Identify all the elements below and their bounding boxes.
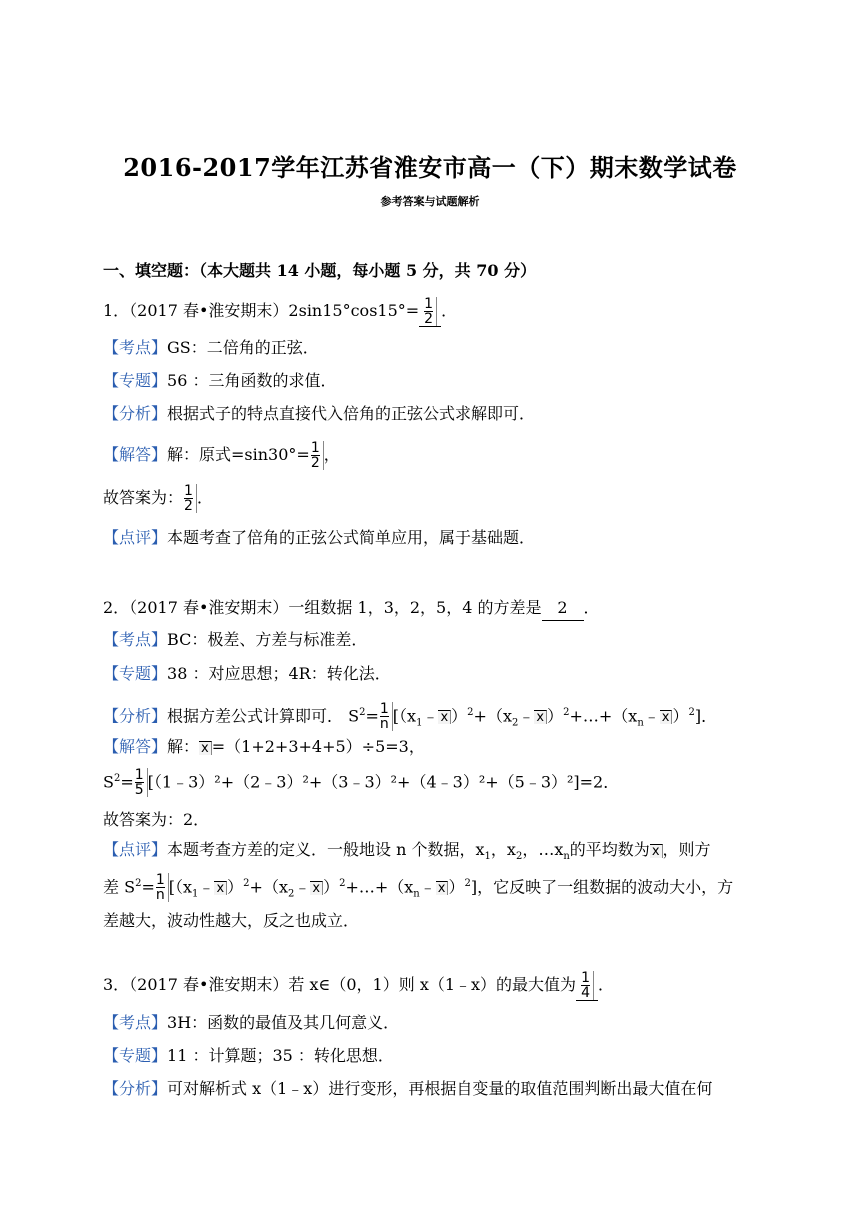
q3-fenxi: 【分析】可对解析式 x（1﹣x）进行变形，再根据自变量的取值范围判断出最大值在何 — [103, 1079, 713, 1098]
q2-jieda: 【解答】解： x =（1+2+3+4+5）÷5=3， — [103, 737, 425, 756]
q2-dianping-line3: 差越大，波动性越大，反之也成立． — [103, 911, 360, 930]
jieda-tag: 【解答】 — [103, 445, 168, 464]
q3-stem: 3．（2017 春•淮安期末）若 x∈（0，1）则 x（1﹣x）的最大值为 $\frac{1}{4}$ ． — [103, 970, 614, 1001]
q2-fenxi: 【分析】根据方差公式计算即可． $S^2=$ $\frac{1}{n}$ [（$x_1﹣$ x ）$^2+(x_2﹣$ x ）$^2+\dots+(x_n﹣$ x ）$^2$]． — [103, 701, 718, 733]
dianping-tag: 【点评】 — [103, 528, 168, 547]
kaodian-tag: 【考点】 — [103, 338, 168, 357]
q1-final: 故答案为： $\frac{1}{2}$ ． — [103, 483, 213, 514]
q3-kaodian: 【考点】3H：函数的最值及其几何意义． — [103, 1013, 400, 1032]
q2-final: 故答案为：2． — [103, 810, 210, 829]
q3-answer-blank: $\frac{1}{4}$ — [576, 971, 598, 1001]
page-subtitle: 参考答案与试题解析 — [380, 195, 480, 208]
section-heading: 一、填空题：（本大题共 14 小题，每小题 5 分，共 70 分） — [103, 261, 537, 280]
page-title: 2016-2017学年江苏省淮安市高一（下）期末数学试卷 — [123, 153, 737, 182]
fenxi-tag: 【分析】 — [103, 404, 168, 423]
q2-kaodian: 【考点】BC：极差、方差与标准差． — [103, 630, 368, 649]
q1-kaodian: 【考点】GS：二倍角的正弦． — [103, 338, 319, 357]
q2-stem: 2．（2017 春•淮安期末）一组数据 1，3，2，5，4 的方差是 2 ． — [103, 596, 600, 621]
q1-fenxi: 【分析】根据式子的特点直接代入倍角的正弦公式求解即可． — [103, 404, 536, 423]
q1-zhuanti: 【专题】56 ：三角函数的求值． — [103, 371, 337, 390]
q2-zhuanti: 【专题】38 ：对应思想；4R：转化法． — [103, 664, 391, 683]
zhuanti-tag: 【专题】 — [103, 371, 168, 390]
q1-jieda: 【解答】解：原式=sin30°= $\frac{1}{2}$ ， — [103, 440, 340, 471]
q2-dianping: 【点评】本题考查方差的定义．一般地设 n 个数据，$x_1$，$x_2$，$\dots x_n$的平均数为 x ，则方 — [103, 840, 711, 863]
q2-answer-blank: 2 — [542, 596, 584, 621]
q1-stem: 1．（2017 春•淮安期末）2sin15°cos15°= $\frac{1}{2}$ ． — [103, 296, 458, 327]
q1-answer-blank: $\frac{1}{2}$ — [419, 297, 441, 327]
q2-variance: $S^2=$ $\frac{1}{5}$ [（1﹣3）²+（2﹣3）²+（3﹣3）²+（4﹣3）²+（5﹣3）²]=2． — [103, 767, 620, 799]
q1-dianping: 【点评】本题考查了倍角的正弦公式简单应用，属于基础题． — [103, 528, 536, 547]
q2-dianping-line2: 差 $S^2=$ $\frac{1}{n}$ [（$x_1﹣$ x ）$^2+(x_2﹣$ x ）$^2+\dots+(x_n﹣$ x ）$^2$]，它反映了一组数据的波动大小，方 — [103, 872, 734, 904]
q3-zhuanti: 【专题】11 ：计算题；35 ：转化思想． — [103, 1046, 394, 1065]
